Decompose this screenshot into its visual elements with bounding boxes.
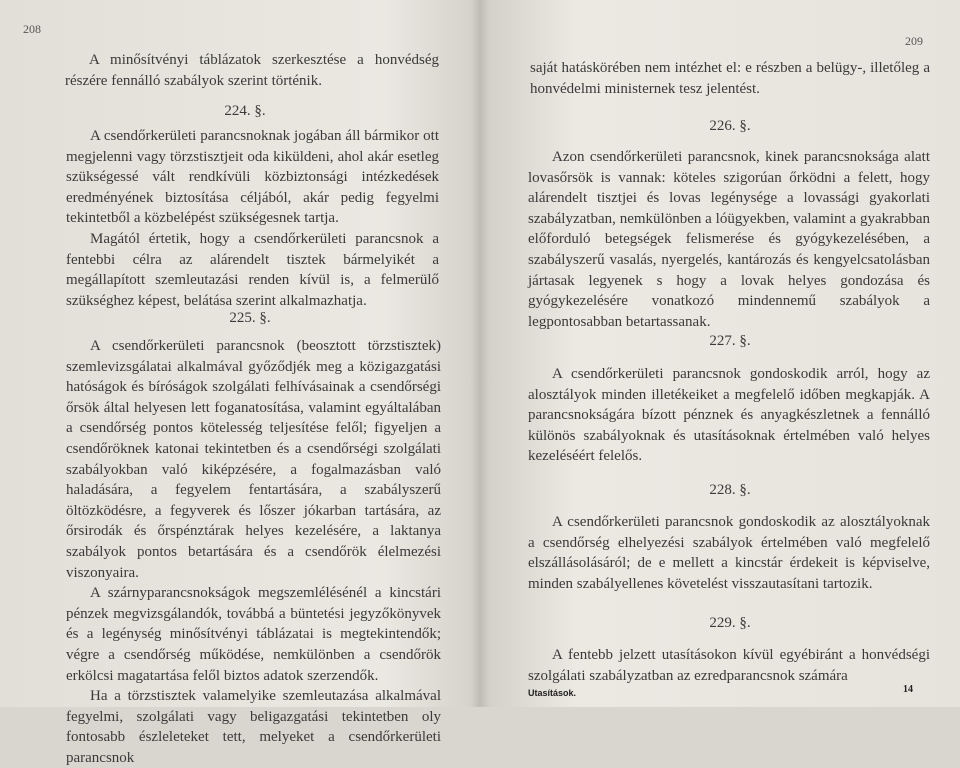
footer-label: Utasítások. xyxy=(528,688,577,698)
section-225-paragraph-1: A csendőrkerületi parancsnok (beosztott törzstisztek) szemlevizsgálatai alkalmával győződjék meg a közigazgatási hatóságok és bíróságok szolgálati felhívásainak a csendőrségi őrsök által helyesen lett foganatosítása, valamint egyáltalában a csendőrség pontos kötelesség teljesítése felől; figyeljen a csendőröknek katonai tekintetben és a csendőrségi szolgálati szabályokban való kiképzésére, a fogalmazásban való haladására, a fegyelem fentartására, a szabályszerű öltözködésre, a fegyverek és lőszer jókarban tartására, az őrsirodák és őrspénztárak helyes kezelésére, a laktanya szabályok pontos betartására és a csendőrök élelmezési viszonyaira. xyxy=(66,338,441,581)
signature-mark: 14 xyxy=(903,684,913,695)
section-227-heading: 227. §. xyxy=(709,333,751,349)
left-page-number: 208 xyxy=(23,22,41,36)
section-227-body: A csendőrkerületi parancsnok gondoskodik arról, hogy az alosztályok minden illetékeiket a megfelelő időben megkapják. A parancsnokságára bízott pénznek és anyagkészletnek a fennálló különös szabályoknak és utasításoknak értelmében való helyes kezeléséért felelős. xyxy=(528,366,930,465)
section-224-paragraph-2: Magától értetik, hogy a csendőrkerületi parancsnok a fentebbi célra az alárendelt tisztek bármelyikét a megállapított szemleutazási renden kívül is, a felmerülő szükséghez képest, belátása szerint alkalmazhatja. xyxy=(66,230,439,309)
continuation-paragraph: saját hatáskörében nem intézhet el: e részben a belügy-, illetőleg a honvédelmi ministernek tesz jelentést. xyxy=(530,60,930,97)
section-224-heading: 224. §. xyxy=(224,103,266,119)
section-225-paragraph-3: Ha a törzstisztek valamelyike szemleutazása alkalmával fegyelmi, szolgálati vagy beligazgatási tekintetben oly fontosabb észleleteket tett, melyeket a csendőrkerületi parancsnok xyxy=(66,688,441,766)
section-225-body xyxy=(66,336,441,768)
section-224-paragraph-1: A csendőrkerületi parancsnoknak jogában áll bármikor ott megjelenni vagy törzstisztjeit oda kiküldeni, ahol akár esetleg szükségessé vált rendkívüli közbiztonsági intézkedések eredményének biztosítása céljából, akár pedig fegyelmi tekintetből a közbelépést szükségesnek tartja. xyxy=(66,128,439,227)
right-page-number: 209 xyxy=(905,34,923,48)
section-229-body: A fentebb jelzett utasításokon kívül egyébiránt a honvédségi szolgálati szabályzatban az ezredparancsnok számára xyxy=(528,647,930,684)
section-228-body: A csendőrkerületi parancsnok gondoskodik az alosztályoknak a csendőrség elhelyezési szabályok értelmében való megfelelő elszállásolásáról; de e mellett a kincstár érdekeit is képviselve, minden szabályellenes követelést visszautasítani tartozik. xyxy=(528,514,930,592)
section-226-heading: 226. §. xyxy=(709,118,751,134)
section-229-heading: 229. §. xyxy=(709,615,751,631)
right-page xyxy=(480,0,960,707)
section-228-heading: 228. §. xyxy=(709,482,751,498)
section-224-body xyxy=(66,126,439,311)
section-225-paragraph-2: A szárnyparancsnokságok megszemlélésénél a kincstári pénzek megvizsgálandók, továbbá a büntetési jegyzőkönyvek és a legénység minősítvényi táblázatai is megtekintendők; végre a csendőrség működése, nemkülönben a csendőrök erkölcsi magatartása felől biztos adatok szerzendők. xyxy=(66,585,441,684)
section-226-body: Azon csendőrkerületi parancsnok, kinek parancsnoksága alatt lovasőrsök is vannak: köteles szigorúan őrködni a felett, hogy alárendelt tisztjei és lovas legénysége a lovassági gyakorlati szabályzatban, nemkülönben a lóügyekben, valamint a gyakrabban előforduló betegségek felismerése és gyógykezelésében, a szabályszerű vasalás, nyergelés, kantározás és kengyelcsatolásban jártasak legyenek s hogy a lovak helyes gondozása és gyógykezelésére vonatkozó mindennemű szabályok a legpontosabban betartassanak. xyxy=(528,149,930,330)
intro-paragraph: A minősítvényi táblázatok szerkesztése a honvédség részére fennálló szabályok szerint történik. xyxy=(65,52,439,89)
section-225-heading: 225. §. xyxy=(229,310,271,326)
